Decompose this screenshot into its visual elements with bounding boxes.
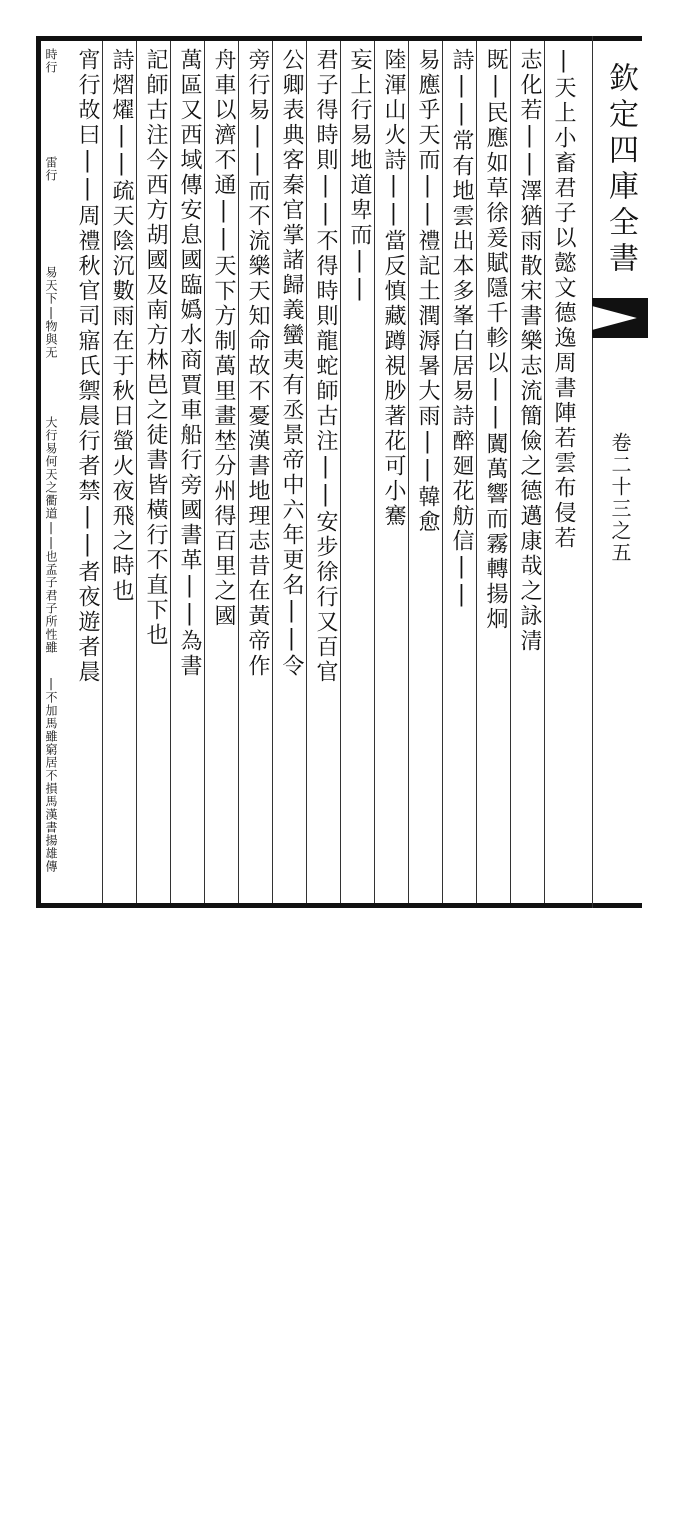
spine-rule bbox=[592, 36, 593, 908]
text-column-13: 記師古注今西方胡國及南方林邑之徒書皆橫行不直下也 bbox=[143, 48, 168, 648]
text-column-14: 詩熠燿||疏天陰沉數雨在于秋日螢火夜飛之時也 bbox=[109, 48, 134, 604]
column-rule bbox=[408, 41, 409, 903]
text-column-6: 陸渾山火詩||當反慎藏蹲視䏚著花可小騫 bbox=[381, 48, 406, 529]
column-rule bbox=[306, 41, 307, 903]
annotation-da-xing: 大行易何天之衢道||也孟子君子所性雖 bbox=[44, 416, 58, 654]
text-column-4: 詩||常有地雲出本多峯白居易詩醉廻花舫信|| bbox=[449, 48, 474, 610]
column-rule bbox=[238, 41, 239, 903]
column-rule bbox=[442, 41, 443, 903]
text-column-1: |天上小畜君子以懿文德逸周書陣若雲布侵若 bbox=[551, 48, 576, 551]
text-column-12: 萬區又西域傳安息國臨嬀水商賈車船行旁國書革||為書 bbox=[177, 48, 202, 679]
book-page bbox=[36, 36, 648, 916]
column-rule bbox=[204, 41, 205, 903]
annotation-da-xing-2: |不加馬雖窮居不損馬漢書揚雄傳 bbox=[44, 676, 58, 873]
column-rule bbox=[476, 41, 477, 903]
annotation-shi-xing: 時行 bbox=[44, 48, 58, 74]
fish-tail-mark-icon bbox=[592, 298, 648, 338]
column-rule bbox=[170, 41, 171, 903]
volume-label: 卷二十三之五 bbox=[608, 432, 632, 564]
column-rule bbox=[374, 41, 375, 903]
column-rule bbox=[272, 41, 273, 903]
text-column-10: 旁行易||而不流樂天知命故不憂漢書地理志昔在黃帝作 bbox=[245, 48, 270, 679]
annotation-lei-xing: 雷行 bbox=[44, 156, 58, 182]
page-spine bbox=[592, 36, 648, 908]
text-column-8: 君子得時則||不得時則龍蛇師古注||安步徐行又百官 bbox=[313, 48, 338, 685]
book-title: 欽定四庫全書 bbox=[603, 62, 638, 278]
text-column-7: 妄上行易地道卑而|| bbox=[347, 48, 372, 304]
text-column-9: 公卿表典客秦官掌諸歸義蠻夷有丞景帝中六年更名||令 bbox=[279, 48, 304, 679]
annotation-tian-xia: 易天下|物與无 bbox=[44, 266, 58, 359]
text-column-15: 宵行故曰||周禮秋官司寤氏禦晨行者禁||者夜遊者晨 bbox=[75, 48, 100, 685]
column-rule bbox=[544, 41, 545, 903]
column-rule bbox=[136, 41, 137, 903]
text-column-2: 志化若||澤猶雨散宋書樂志流簡儉之德邁康哉之詠清 bbox=[517, 48, 542, 654]
text-column-11: 舟車以濟不通||天下方制萬里畫埜分州得百里之國 bbox=[211, 48, 236, 629]
column-rule bbox=[510, 41, 511, 903]
column-rule bbox=[340, 41, 341, 903]
text-column-5: 易應乎天而||禮記土潤溽暑大雨||韓愈 bbox=[415, 48, 440, 535]
column-rule bbox=[102, 41, 103, 903]
text-column-3: 既|民應如草徐爰賦隱千軫以||闐萬響而霧轉揚炯 bbox=[483, 48, 508, 632]
